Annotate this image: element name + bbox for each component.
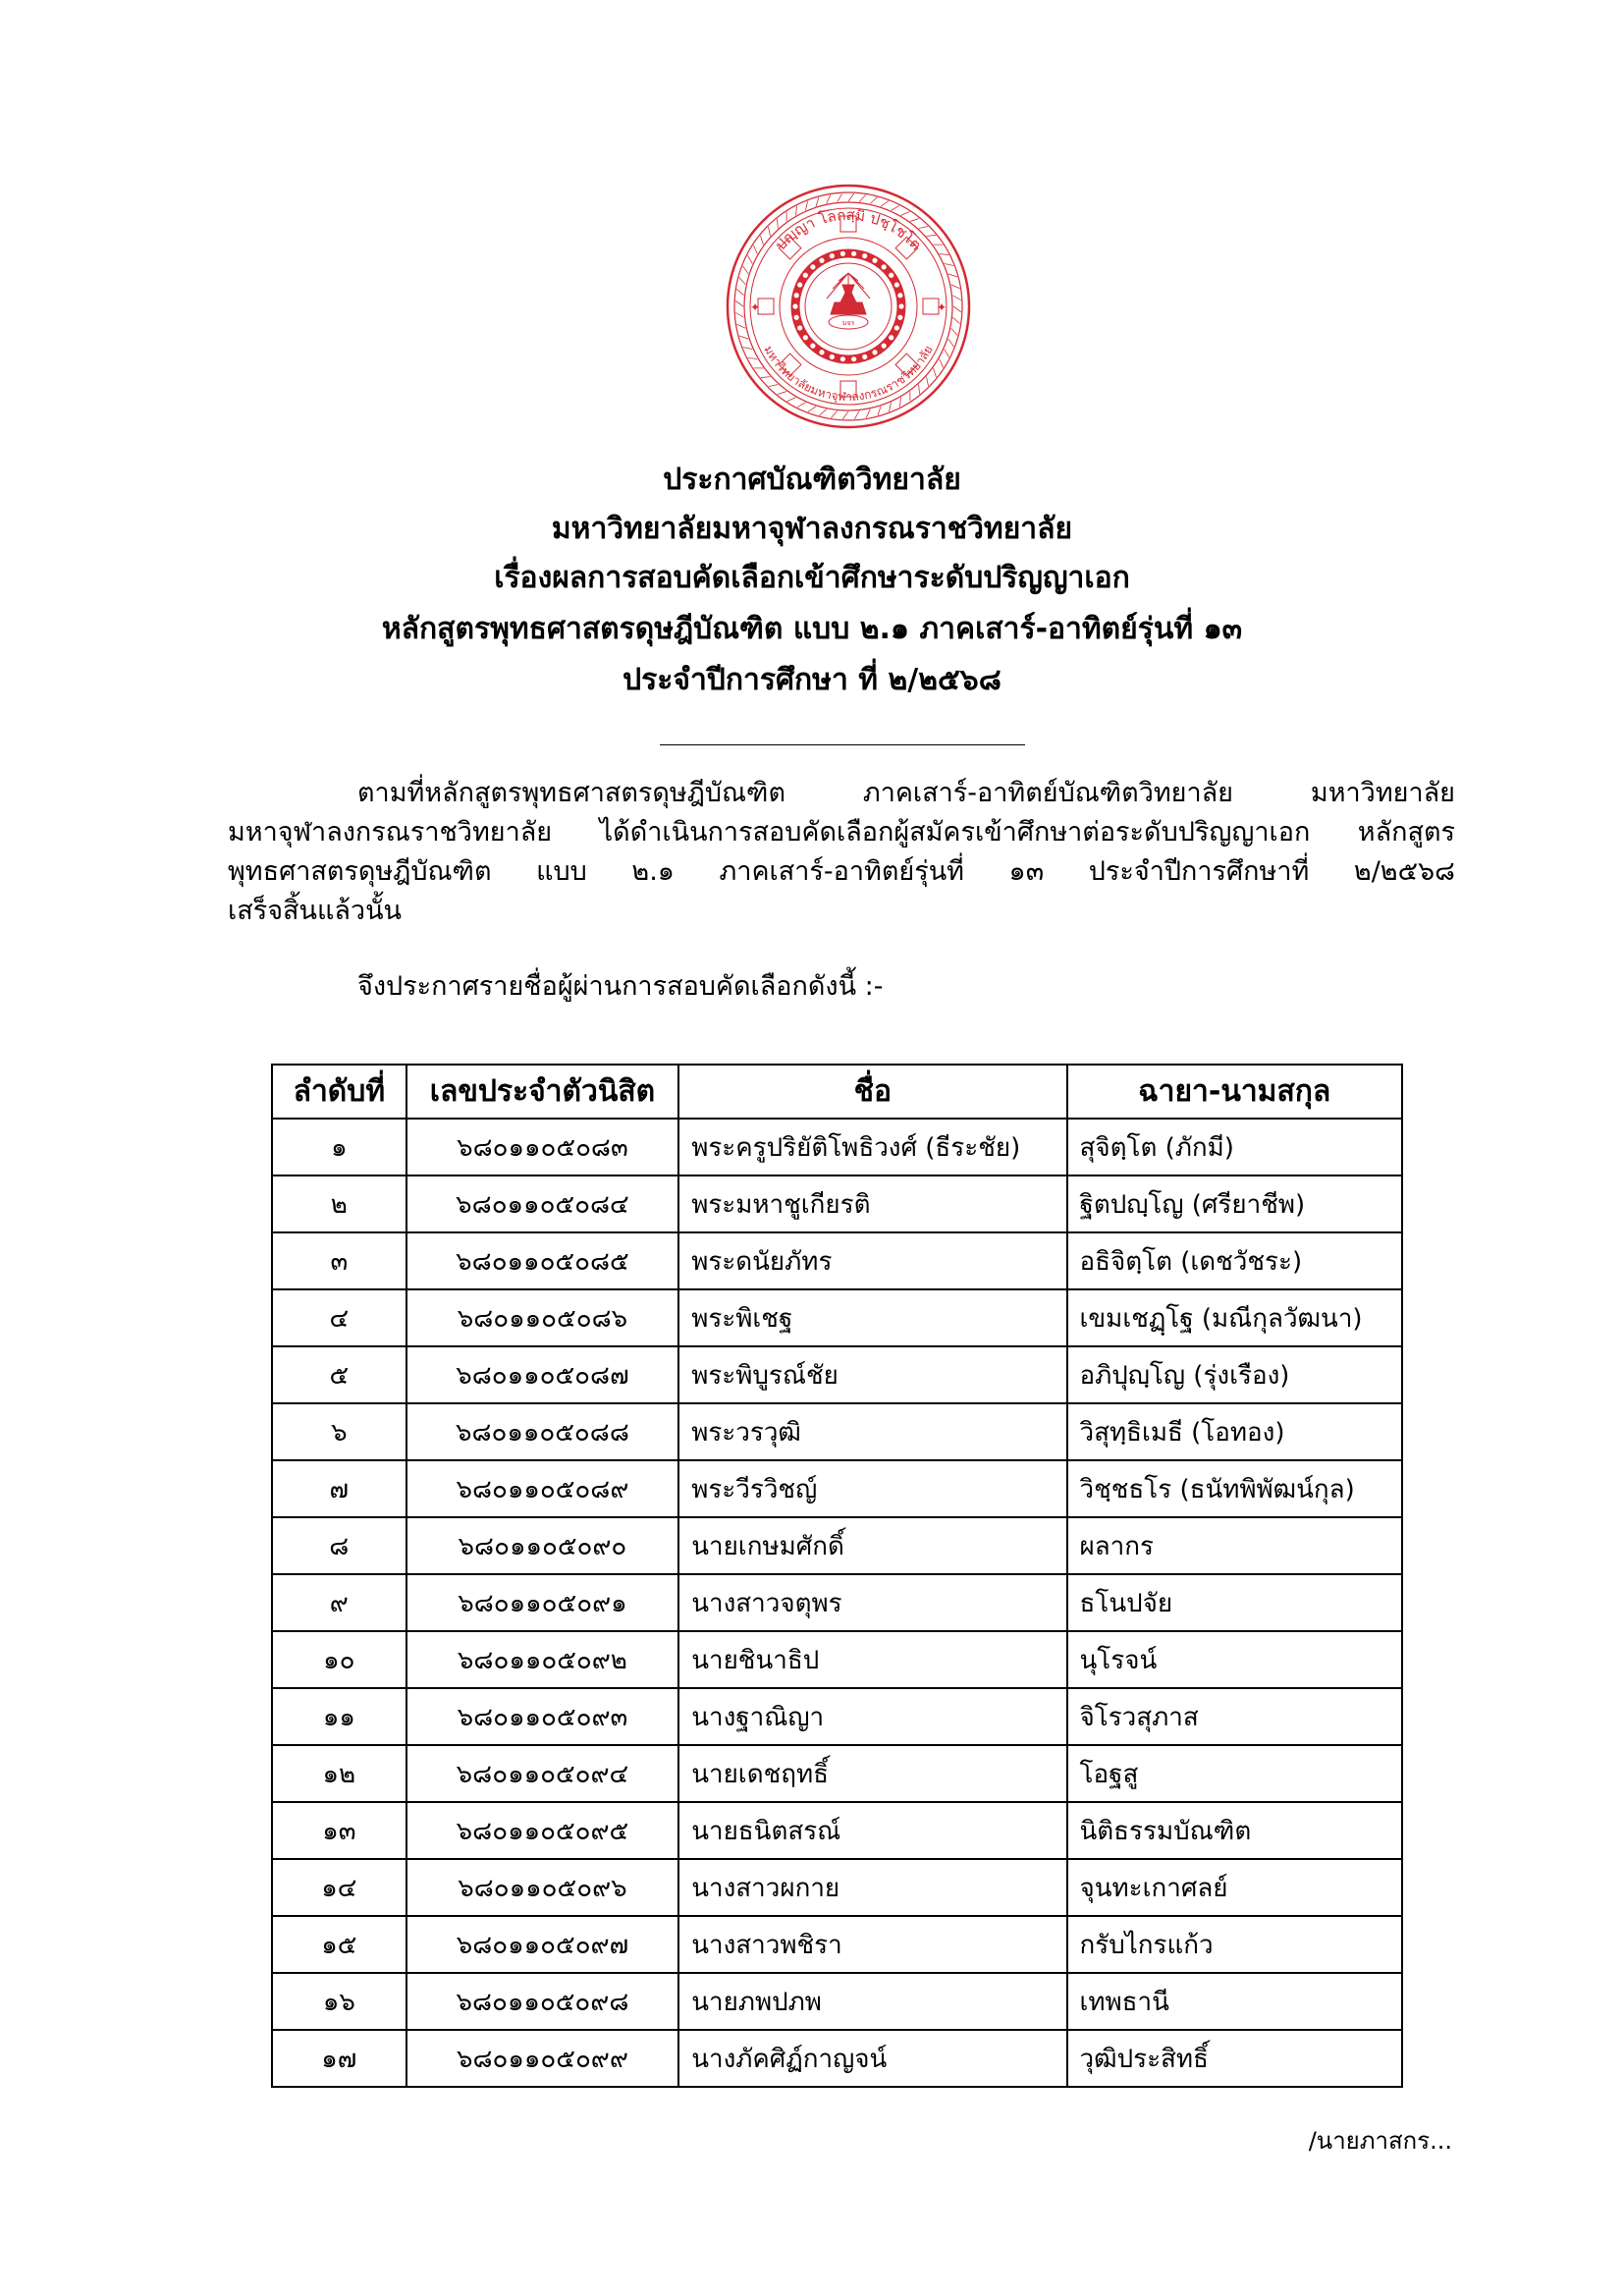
seal-border-stroke xyxy=(952,296,960,301)
row-order: ๙ xyxy=(272,1574,406,1631)
table-row xyxy=(272,2030,1402,2087)
seal-wheel-dot xyxy=(889,273,893,278)
row-name: นายเกษมศักดิ์ xyxy=(678,1517,1066,1574)
seal-wheel-dot xyxy=(794,315,799,320)
announcement-title: ประกาศบัณฑิตวิทยาลัย xyxy=(663,463,961,497)
svg-text:ปญฺญา โลกสฺมิ ปชฺโชโต: ปญฺญา โลกสฺมิ ปชฺโชโต xyxy=(771,205,926,254)
seal-border-stroke xyxy=(797,403,805,408)
seal-border-stroke xyxy=(735,312,743,317)
row-name: นางสาวพชิรา xyxy=(678,1916,1066,1973)
table-row xyxy=(272,1289,1402,1346)
seal-wheel-dot xyxy=(872,258,877,263)
row-student-id: ๖๘๐๑๑๐๕๐๙๒ xyxy=(406,1631,679,1688)
row-student-id: ๖๘๐๑๑๐๕๐๙๙ xyxy=(406,2030,679,2087)
seal-border-stroke xyxy=(743,347,753,349)
seal-border-stroke xyxy=(901,211,910,215)
seal-border-stroke xyxy=(870,197,877,203)
table-row xyxy=(272,1460,1402,1517)
seal-border-stroke xyxy=(760,236,763,245)
seal-wheel-dot xyxy=(830,355,835,359)
seal-wheel-dot xyxy=(862,253,867,258)
row-surname: เทพธานี xyxy=(1067,1973,1402,2030)
row-name: พระครูปริยัติโพธิวงศ์ (ธีระชัย) xyxy=(678,1119,1066,1175)
row-student-id: ๖๘๐๑๑๐๕๐๘๗ xyxy=(406,1346,679,1403)
seal-wheel-dot xyxy=(803,335,808,340)
row-student-id: ๖๘๐๑๑๐๕๐๘๔ xyxy=(406,1175,679,1232)
row-surname: เขมเชฏฺโฐ (มณีกุลวัฒนา) xyxy=(1067,1289,1402,1346)
seal-border-stroke xyxy=(748,357,758,358)
table-row xyxy=(272,1859,1402,1916)
row-surname: นุโรจน์ xyxy=(1067,1631,1402,1688)
seal-border-stroke xyxy=(743,266,749,274)
seal-border-stroke xyxy=(927,235,937,236)
row-name: นางสาวจตุพร xyxy=(678,1574,1066,1631)
seal-border-stroke xyxy=(889,403,891,412)
row-order: ๑๕ xyxy=(272,1916,406,1973)
row-order: ๑๓ xyxy=(272,1802,406,1859)
row-student-id: ๖๘๐๑๑๐๕๐๙๘ xyxy=(406,1973,679,2030)
seal-border-stroke xyxy=(827,194,831,203)
svg-text:มหาวิทยาลัยมหาจุฬาลงกรณราชวิทย: มหาวิทยาลัยมหาจุฬาลงกรณราชวิทยาลัย xyxy=(761,343,936,405)
seal-wheel-dot xyxy=(894,282,899,287)
row-surname: อภิปุญฺโญ (รุ่งเรือง) xyxy=(1067,1346,1402,1403)
row-surname: ธโนปจัย xyxy=(1067,1574,1402,1631)
row-name: พระวรวุฒิ xyxy=(678,1403,1066,1460)
seal-wheel-dot xyxy=(882,264,887,269)
table-row xyxy=(272,1916,1402,1973)
seal-wheel-dot xyxy=(803,273,808,278)
body-paragraph xyxy=(228,774,1455,931)
seal-wheel-dot xyxy=(830,253,835,258)
row-name: นายชินาธิป xyxy=(678,1631,1066,1688)
seal-border-stroke xyxy=(842,411,848,419)
row-order: ๕ xyxy=(272,1346,406,1403)
intro-line: จึงประกาศรายชื่อผู้ผ่านการสอบคัดเลือกดังนี้ :- xyxy=(357,971,884,1002)
row-order: ๘ xyxy=(272,1517,406,1574)
paragraph-line: มหาจุฬาลงกรณราชวิทยาลัย ได้ดำเนินการสอบคัดเลือกผู้สมัครเข้าศึกษาต่อระดับปริญญาเอก หลักสูตร xyxy=(228,817,1455,847)
seal-border-stroke xyxy=(848,193,854,201)
row-student-id: ๖๘๐๑๑๐๕๐๙๗ xyxy=(406,1916,679,1973)
header-student-id: เลขประจำตัวนิสิต xyxy=(406,1065,679,1119)
seal-border-stroke xyxy=(892,205,899,210)
svg-text:✦: ✦ xyxy=(750,301,761,314)
table-row xyxy=(272,1232,1402,1289)
row-name: นายภพปภพ xyxy=(678,1973,1066,2030)
seal-border-stroke xyxy=(747,255,752,263)
row-student-id: ๖๘๐๑๑๐๕๐๘๖ xyxy=(406,1289,679,1346)
header-order: ลำดับที่ xyxy=(272,1065,406,1119)
seal-border-stroke xyxy=(866,410,870,418)
paragraph-line: ตามที่หลักสูตรพุทธศาสตรดุษฎีบัณฑิต ภาคเสาร์-อาทิตย์บัณฑิตวิทยาลัย มหาวิทยาลัย xyxy=(357,778,1455,808)
seal-border-stroke xyxy=(945,263,954,265)
row-name: นางภัคศิฏ์กาญจน์ xyxy=(678,2030,1066,2087)
table-row xyxy=(272,1517,1402,1574)
seal-wheel-dot xyxy=(897,293,902,298)
row-order: ๑๒ xyxy=(272,1745,406,1802)
seal-wheel-dot xyxy=(840,356,845,361)
row-order: ๓ xyxy=(272,1232,406,1289)
seal-border-stroke xyxy=(753,246,757,254)
row-order: ๑๖ xyxy=(272,1973,406,2030)
seal-wheel-dot xyxy=(794,293,799,298)
seal-wheel-dot xyxy=(840,251,845,256)
seal-wheel-dot xyxy=(894,325,899,330)
row-surname: วิชฺชธโร (ธนัทพิพัฒน์กุล) xyxy=(1067,1460,1402,1517)
seal-wheel-dot xyxy=(792,303,797,308)
continuation-marker: /นายภาสกร... xyxy=(1308,2127,1452,2155)
row-surname: อธิจิตฺโต (เดชวัชระ) xyxy=(1067,1232,1402,1289)
paragraph-line: พุทธศาสตรดุษฎีบัณฑิต แบบ ๒.๑ ภาคเสาร์-อาทิตย์รุ่นที่ ๑๓ ประจำปีการศึกษาที่ ๒/๒๕๖๘ xyxy=(228,856,1455,887)
seal-wheel-dot xyxy=(851,251,856,256)
row-name: นางฐาณิญา xyxy=(678,1688,1066,1745)
seal-border-stroke xyxy=(768,227,770,237)
row-surname: วุฒิประสิทธิ์ xyxy=(1067,2030,1402,2087)
row-surname: กรับไกรแก้ว xyxy=(1067,1916,1402,1973)
seal-border-stroke xyxy=(927,377,929,387)
table-row xyxy=(272,1119,1402,1175)
seal-wheel-dot xyxy=(810,344,815,349)
row-student-id: ๖๘๐๑๑๐๕๐๘๓ xyxy=(406,1119,679,1175)
row-order: ๑๗ xyxy=(272,2030,406,2087)
row-order: ๑๐ xyxy=(272,1631,406,1688)
seal-border-stroke xyxy=(819,410,826,415)
seal-border-stroke xyxy=(919,385,920,395)
row-surname: สุจิตฺโต (ภักมี) xyxy=(1067,1119,1402,1175)
row-order: ๒ xyxy=(272,1175,406,1232)
announcement-subject: เรื่องผลการสอบคัดเลือกเข้าศึกษาระดับปริญญาเอก xyxy=(494,561,1130,595)
row-order: ๑๔ xyxy=(272,1859,406,1916)
row-name: นายธนิตสรณ์ xyxy=(678,1802,1066,1859)
seal-border-stroke xyxy=(769,385,779,387)
table-header-row xyxy=(272,1065,1402,1119)
seal-wheel-dot xyxy=(797,282,802,287)
row-student-id: ๖๘๐๑๑๐๕๐๘๕ xyxy=(406,1232,679,1289)
paragraph-line: เสร็จสิ้นแล้วนั้น xyxy=(228,896,402,926)
seal-border-stroke xyxy=(951,328,957,335)
row-student-id: ๖๘๐๑๑๐๕๐๙๑ xyxy=(406,1574,679,1631)
seal-wheel-dot xyxy=(897,315,902,320)
seal-border-stroke xyxy=(739,277,745,284)
row-name: พระพิเชฐ xyxy=(678,1289,1066,1346)
results-table xyxy=(271,1064,1403,2088)
row-student-id: ๖๘๐๑๑๐๕๐๙๕ xyxy=(406,1802,679,1859)
table-row xyxy=(272,1574,1402,1631)
seal-wheel-dot xyxy=(872,350,877,355)
row-surname: วิสุทฺธิเมธี (โอทอง) xyxy=(1067,1403,1402,1460)
row-name: พระวีรวิชญ์ xyxy=(678,1460,1066,1517)
seal-border-stroke xyxy=(736,324,745,328)
seal-border-stroke xyxy=(739,336,748,339)
academic-year: ประจำปีการศึกษา ที่ ๒/๒๕๖๘ xyxy=(623,663,1001,697)
seal-border-stroke xyxy=(778,392,786,395)
svg-text:มจร: มจร xyxy=(841,319,855,327)
seal-wheel-dot xyxy=(810,264,815,269)
seal-spoke xyxy=(758,299,774,314)
row-order: ๑ xyxy=(272,1119,406,1175)
university-seal-logo xyxy=(725,183,972,430)
seal-border-stroke xyxy=(816,197,819,206)
row-name: พระพิบูรณ์ชัย xyxy=(678,1346,1066,1403)
row-student-id: ๖๘๐๑๑๐๕๐๙๓ xyxy=(406,1688,679,1745)
program-name: หลักสูตรพุทธศาสตรดุษฎีบัณฑิต แบบ ๒.๑ ภาคเสาร์-อาทิตย์รุ่นที่ ๑๓ xyxy=(381,612,1243,646)
seal-wheel-dot xyxy=(819,258,824,263)
seal-border-stroke xyxy=(808,407,816,412)
seal-border-stroke xyxy=(777,219,778,229)
seal-border-stroke xyxy=(948,274,957,277)
header-surname: ฉายา-นามสกุล xyxy=(1067,1065,1402,1119)
seal-border-stroke xyxy=(953,306,961,312)
row-student-id: ๖๘๐๑๑๐๕๐๙๐ xyxy=(406,1517,679,1574)
row-student-id: ๖๘๐๑๑๐๕๐๘๘ xyxy=(406,1403,679,1460)
seal-border-stroke xyxy=(948,339,954,347)
row-order: ๖ xyxy=(272,1403,406,1460)
seal-border-stroke xyxy=(919,226,929,228)
row-name: พระดนัยภัทร xyxy=(678,1232,1066,1289)
seal-wheel-dot xyxy=(882,344,887,349)
row-order: ๔ xyxy=(272,1289,406,1346)
seal-border-stroke xyxy=(805,201,807,211)
seal-wheel-dot xyxy=(851,356,856,361)
seal-wheel-dot xyxy=(819,350,824,355)
row-order: ๗ xyxy=(272,1460,406,1517)
seal-border-stroke xyxy=(881,201,889,207)
seal-wheel-dot xyxy=(898,303,903,308)
table-row xyxy=(272,1688,1402,1745)
row-name: พระมหาชูเกียรติ xyxy=(678,1175,1066,1232)
row-name: นายเดชฤทธิ์ xyxy=(678,1745,1066,1802)
seal-border-stroke xyxy=(899,398,900,408)
seal-wheel-dot xyxy=(889,335,893,340)
seal-border-stroke xyxy=(831,410,838,417)
seal-border-stroke xyxy=(910,218,919,221)
seal-border-stroke xyxy=(940,254,949,255)
seal-border-stroke xyxy=(951,285,960,289)
university-name: มหาวิทยาลัยมหาจุฬาลงกรณราชวิทยาลัย xyxy=(551,512,1073,546)
seal-border-stroke xyxy=(878,407,881,415)
table-row xyxy=(272,1346,1402,1403)
header-separator xyxy=(660,744,1025,745)
row-name: นางสาวผกาย xyxy=(678,1859,1066,1916)
seal-border-stroke xyxy=(787,398,796,402)
row-surname: นิติธรรมบัณฑิต xyxy=(1067,1802,1402,1859)
seal-border-stroke xyxy=(736,289,743,296)
row-surname: จิโรวสุภาส xyxy=(1067,1688,1402,1745)
seal-border-stroke xyxy=(838,193,842,201)
row-order: ๑๑ xyxy=(272,1688,406,1745)
row-surname: ฐิตปญฺโญ (ศรียาชีพ) xyxy=(1067,1175,1402,1232)
table-row xyxy=(272,1403,1402,1460)
seal-border-stroke xyxy=(934,368,937,377)
seal-border-stroke xyxy=(859,194,866,201)
seal-border-stroke xyxy=(761,377,771,378)
table-row xyxy=(272,1631,1402,1688)
seal-wheel-dot xyxy=(797,325,802,330)
row-student-id: ๖๘๐๑๑๐๕๐๙๖ xyxy=(406,1859,679,1916)
row-surname: จุนทะเกาศลย์ xyxy=(1067,1859,1402,1916)
seal-border-stroke xyxy=(796,206,797,216)
seal-border-stroke xyxy=(854,410,859,418)
seal-border-stroke xyxy=(940,359,944,368)
row-surname: ผลากร xyxy=(1067,1517,1402,1574)
table-row xyxy=(272,1745,1402,1802)
header-name: ชื่อ xyxy=(678,1065,1066,1119)
row-student-id: ๖๘๐๑๑๐๕๐๘๙ xyxy=(406,1460,679,1517)
seal-border-stroke xyxy=(945,350,949,357)
table-row xyxy=(272,1175,1402,1232)
seal-border-stroke xyxy=(735,301,743,306)
svg-text:✦: ✦ xyxy=(937,301,947,314)
table-row xyxy=(272,1802,1402,1859)
seal-wheel-dot xyxy=(862,355,867,359)
table-row xyxy=(272,1973,1402,2030)
seal-border-stroke xyxy=(952,317,959,324)
row-student-id: ๖๘๐๑๑๐๕๐๙๔ xyxy=(406,1745,679,1802)
row-surname: โอฐสู xyxy=(1067,1745,1402,1802)
